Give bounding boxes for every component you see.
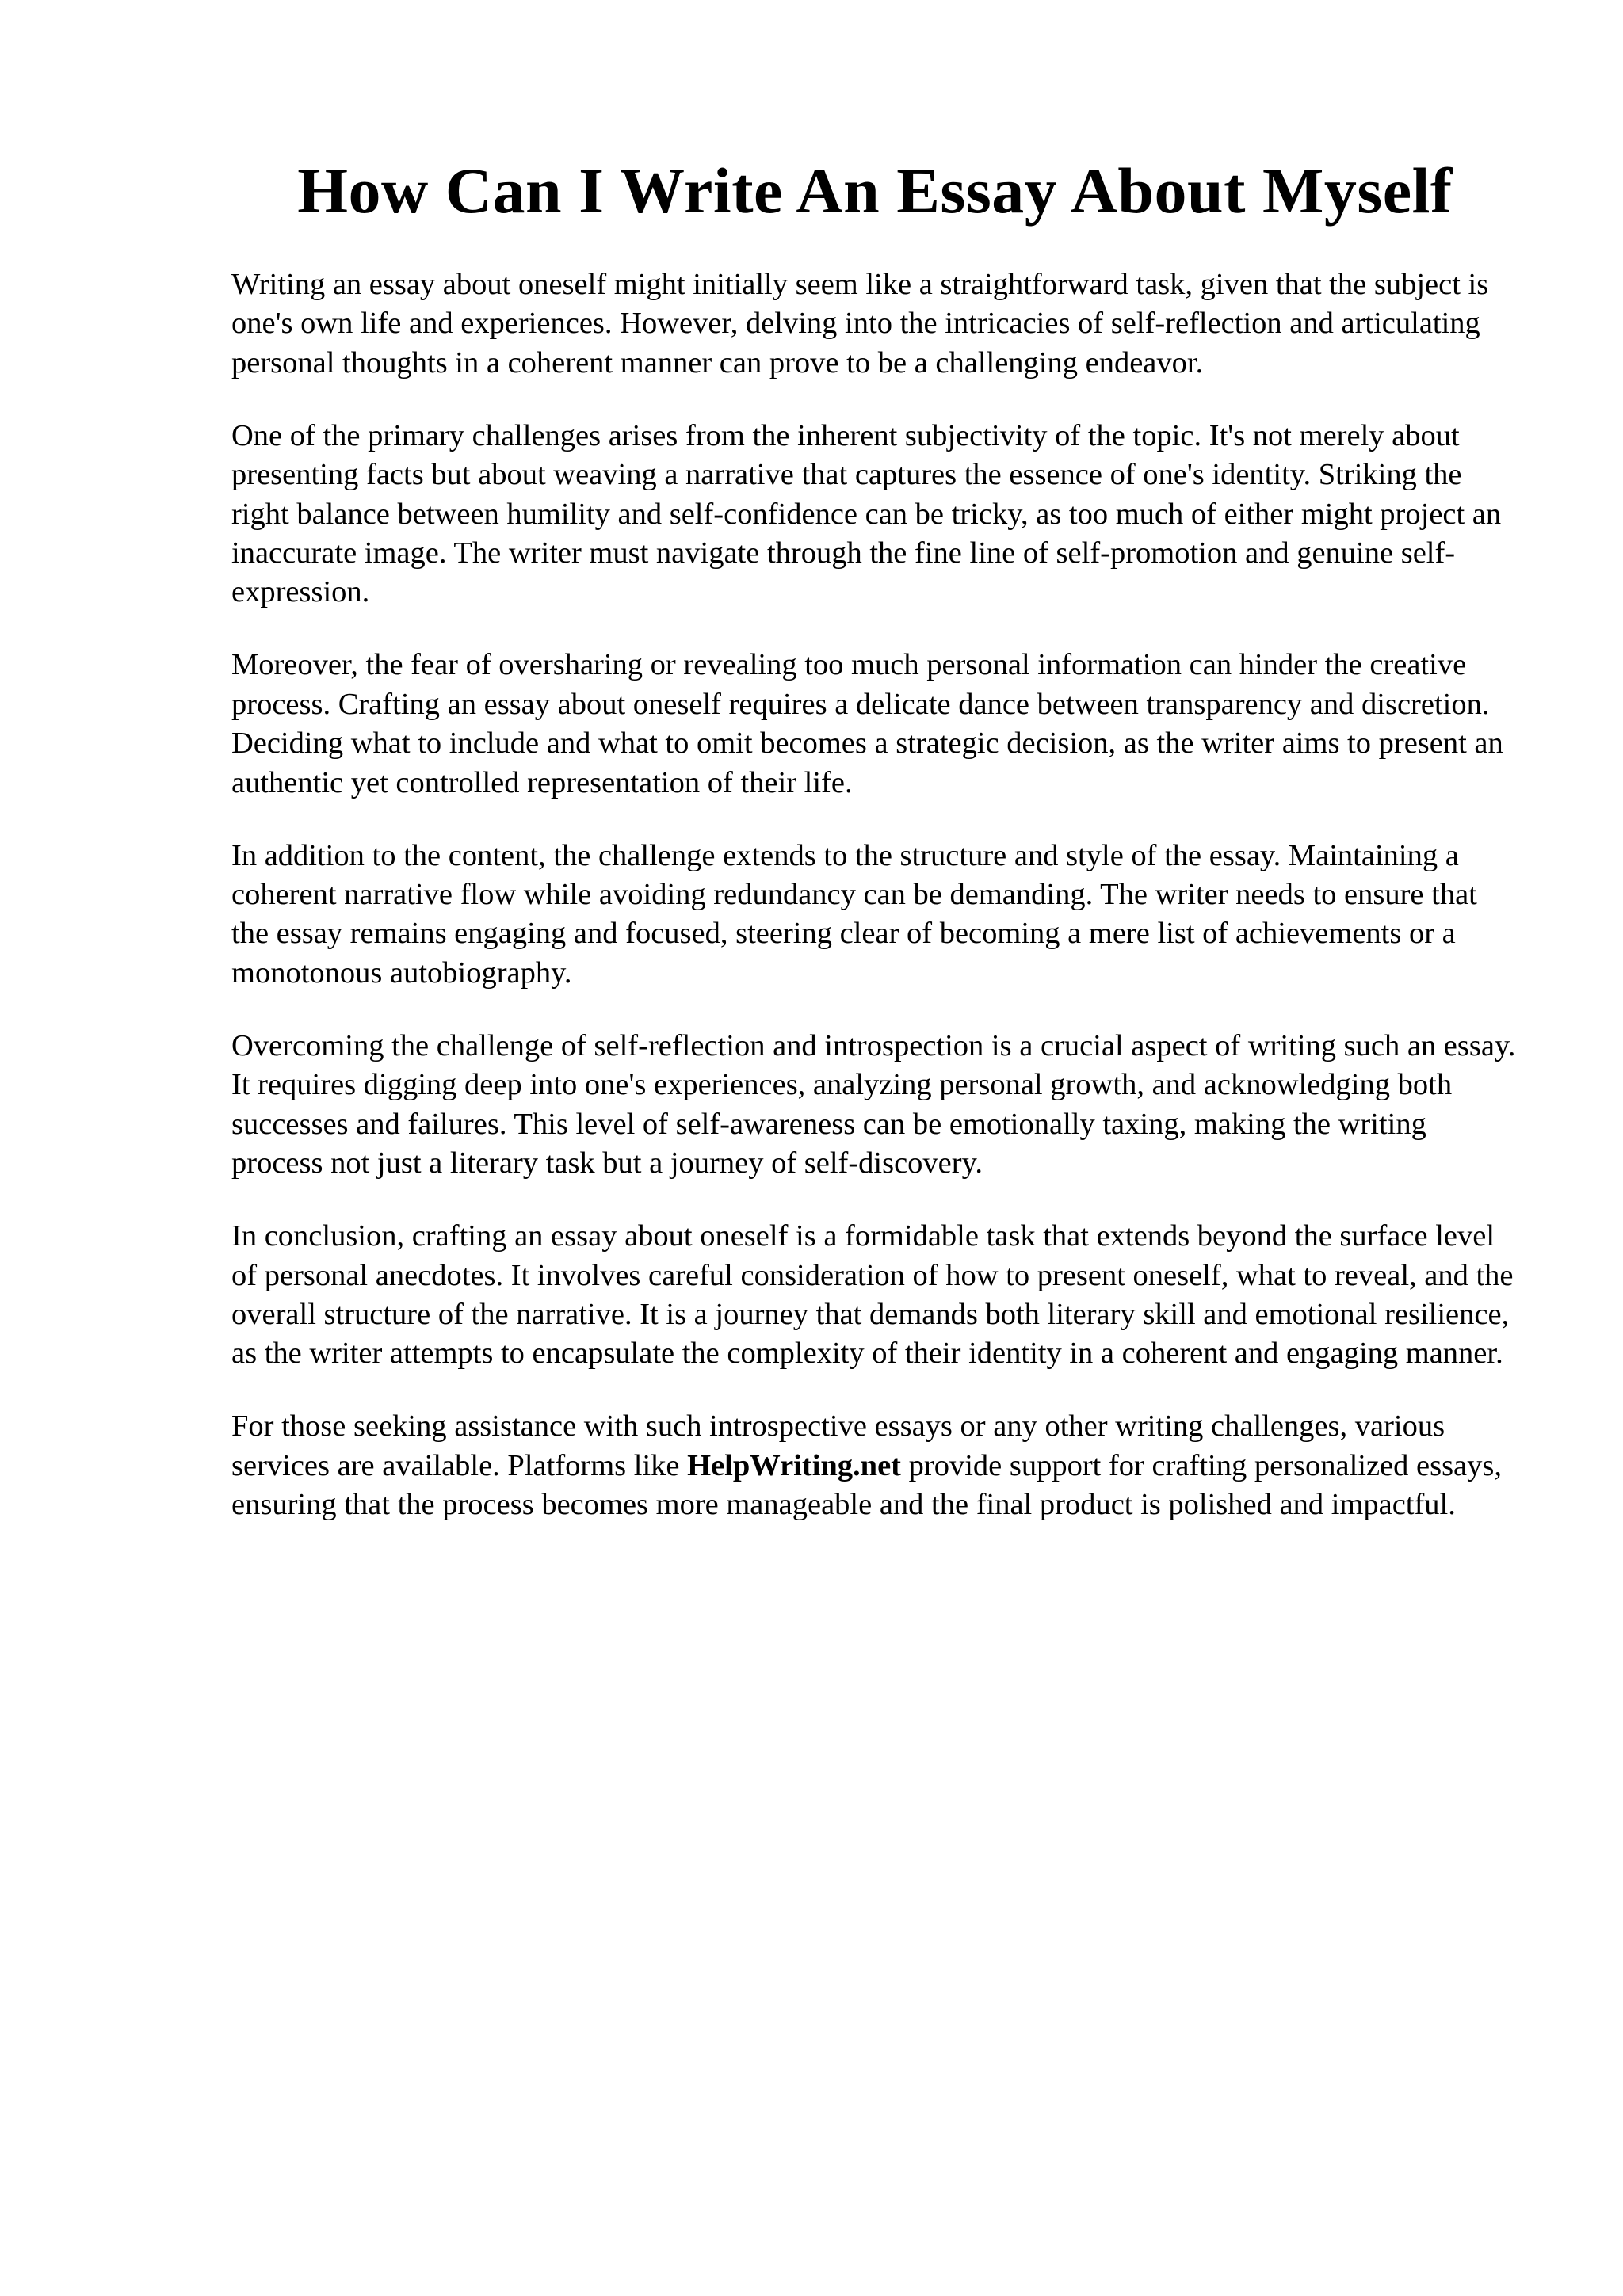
assistance-text-after: provide support for crafting personalized essays, ensuring that the process becomes more manageable and the final product is polished and impactful. <box>231 1448 1503 1522</box>
paragraph-conclusion: In conclusion, crafting an essay about oneself is a formidable task that extends beyond the surface level of personal anecdotes. It involves careful consideration of how to present oneself, what to reveal, and the overall structure of the narrative. It is a journey that demands both literary skill and emotional resilience, as the writer attempts to encapsulate the complexity of their identity in a coherent and engaging manner. <box>231 1219 1514 1371</box>
paragraph-assistance <box>231 1407 1518 1524</box>
paragraph-subjectivity: One of the primary challenges arises from the inherent subjectivity of the topic. It's not merely about presenting facts but about weaving a narrative that captures the essence of one's identity. Striking the right balance between humility and self-confidence can be tricky, as too much of either might project an inaccurate image. The writer must navigate through the fine line of self-promotion and genuine self-expression. <box>231 418 1502 609</box>
assistance-text-before: For those seeking assistance with such introspective essays or any other writing challenges, various services are available. Platforms like <box>231 1409 1445 1482</box>
paragraph-intro: Writing an essay about oneself might initially seem like a straightforward task, given that the subject is one's own life and experiences. However, delving into the intricacies of self-reflection and articulating personal thoughts in a coherent manner can prove to be a challenging endeavor. <box>231 268 1489 379</box>
paragraph-oversharing: Moreover, the fear of oversharing or revealing too much personal information can hinder the creative process. Crafting an essay about oneself requires a delicate dance between transparency and discretion. Deciding what to include and what to omit becomes a strategic decision, as the writer aims to present an authentic yet controlled representation of their life. <box>231 648 1503 799</box>
paragraph-self-reflection: Overcoming the challenge of self-reflection and introspection is a crucial aspect of writing such an essay. It requires digging deep into one's experiences, analyzing personal growth, and acknowledging both successes and failures. This level of self-awareness can be emotionally taxing, making the writing process not just a literary task but a journey of self-discovery. <box>231 1028 1516 1180</box>
page-title: How Can I Write An Essay About Myself <box>297 154 1453 227</box>
brand-link[interactable]: HelpWriting.net <box>687 1448 901 1482</box>
essay-body <box>231 265 1518 1558</box>
paragraph-structure: In addition to the content, the challenge extends to the structure and style of the essay. Maintaining a coherent narrative flow while avoiding redundancy can be demanding. The writer needs to ensure that the essay remains engaging and focused, steering clear of becoming a mere list of achievements or a monotonous autobiography. <box>231 838 1477 990</box>
